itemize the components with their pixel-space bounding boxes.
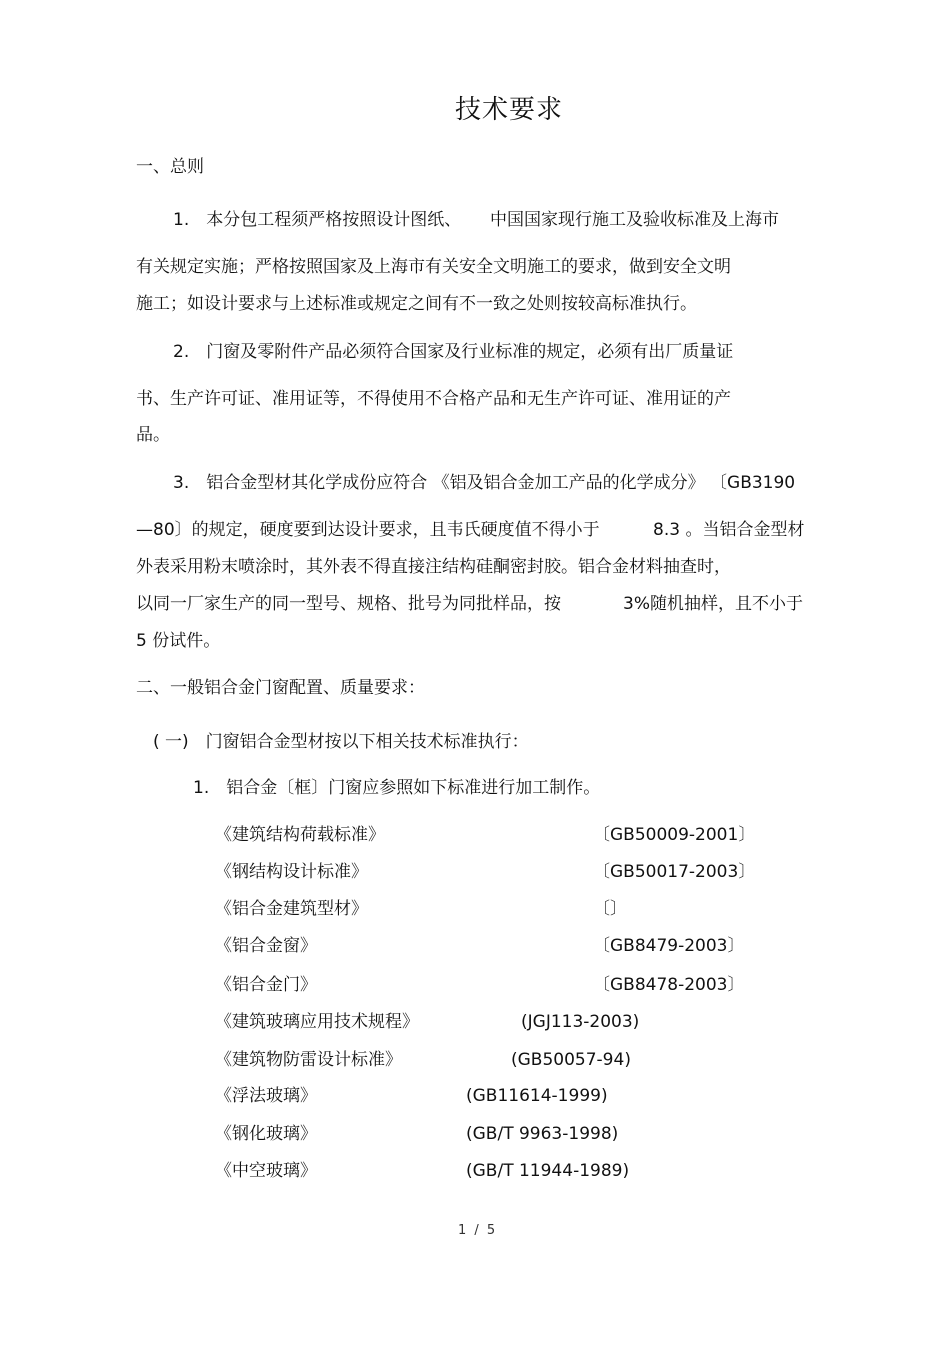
paragraph-line: 中国国家现行施工及验收标准及上海市 bbox=[490, 210, 779, 230]
paragraph-line: 8.3 。当铝合金型材 bbox=[653, 520, 805, 540]
standard-code: 〔〕 bbox=[593, 899, 627, 919]
standard-code: (GB50057-94) bbox=[511, 1050, 631, 1070]
standard-code: (GB/T 11944-1989) bbox=[466, 1161, 630, 1181]
paragraph-line: 3. 铝合金型材其化学成份应符合 《铝及铝合金加工产品的化学成分》 〔GB3190 bbox=[173, 473, 796, 493]
standard-name: 《建筑物防雷设计标准》 bbox=[215, 1050, 402, 1070]
subsection-heading: ( 一) 门窗铝合金型材按以下相关技术标准执行： bbox=[153, 732, 529, 752]
paragraph-line: 3%随机抽样，且不小于 bbox=[623, 594, 803, 614]
paragraph-line: —80〕的规定，硬度要到达设计要求，且韦氏硬度值不得小于 bbox=[136, 520, 600, 540]
paragraph-line: 书、生产许可证、准用证等，不得使用不合格产品和无生产许可证、准用证的产 bbox=[136, 389, 731, 409]
list-item: 1. 铝合金〔框〕门窗应参照如下标准进行加工制作。 bbox=[193, 778, 601, 798]
standard-name: 《浮法玻璃》 bbox=[215, 1086, 317, 1106]
standard-code: 〔GB50009-2001〕 bbox=[593, 825, 756, 845]
paragraph-line: 2. 门窗及零附件产品必须符合国家及行业标准的规定，必须有出厂质量证 bbox=[173, 342, 734, 362]
standard-code: (JGJ113-2003) bbox=[521, 1012, 640, 1032]
page-number: 1 / 5 bbox=[458, 1223, 498, 1238]
page-title: 技术要求 bbox=[455, 95, 564, 125]
standard-code: 〔GB50017-2003〕 bbox=[593, 862, 756, 882]
standard-name: 《铝合金门》 bbox=[215, 975, 317, 995]
section-heading: 二、一般铝合金门窗配置、质量要求： bbox=[136, 678, 425, 698]
paragraph-line: 以同一厂家生产的同一型号、规格、批号为同批样品，按 bbox=[136, 594, 561, 614]
standard-name: 《钢化玻璃》 bbox=[215, 1124, 317, 1144]
standard-code: (GB/T 9963-1998) bbox=[466, 1124, 619, 1144]
standard-name: 《铝合金窗》 bbox=[215, 936, 317, 956]
paragraph-line: 品。 bbox=[136, 425, 170, 445]
standard-name: 《建筑结构荷载标准》 bbox=[215, 825, 385, 845]
standard-code: 〔GB8479-2003〕 bbox=[593, 936, 745, 956]
standard-name: 《中空玻璃》 bbox=[215, 1161, 317, 1181]
standard-name: 《钢结构设计标准》 bbox=[215, 862, 368, 882]
paragraph-line: 外表采用粉末喷涂时，其外表不得直接注结构硅酮密封胶。铝合金材料抽查时， bbox=[136, 557, 731, 577]
paragraph-line: 有关规定实施；严格按照国家及上海市有关安全文明施工的要求，做到安全文明 bbox=[136, 257, 731, 277]
standard-name: 《建筑玻璃应用技术规程》 bbox=[215, 1012, 419, 1032]
standard-code: 〔GB8478-2003〕 bbox=[593, 975, 745, 995]
standard-code: (GB11614-1999) bbox=[466, 1086, 608, 1106]
paragraph-line: 1. 本分包工程须严格按照设计图纸、 bbox=[173, 210, 462, 230]
paragraph-line: 施工；如设计要求与上述标准或规定之间有不一致之处则按较高标准执行。 bbox=[136, 294, 697, 314]
paragraph-line: 5 份试件。 bbox=[136, 631, 221, 651]
standard-name: 《铝合金建筑型材》 bbox=[215, 899, 368, 919]
section-heading: 一、总则 bbox=[136, 157, 204, 177]
